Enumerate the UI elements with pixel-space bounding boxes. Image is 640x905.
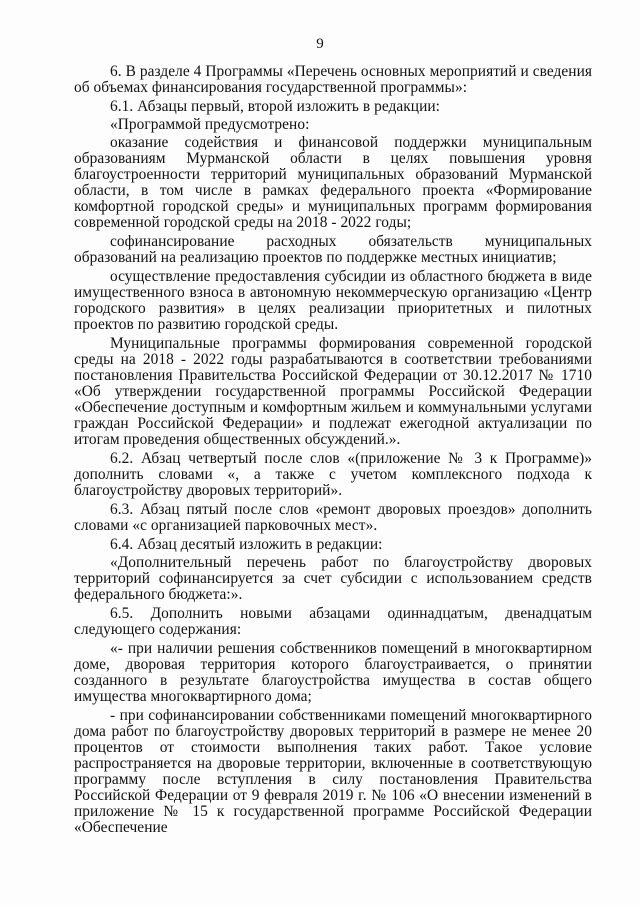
- paragraph-municipal-programs: Муниципальные программы формирования современной городской среды на 2018 - 2022 годы разрабатываются в соответствии требованиями постановления Правительства Российской Федерации от 30.12.2017 № 1710 «Об утверждении государственной программы Российской Федерации «Обеспечение доступным и комфортным жильем и коммунальными услугами граждан Российской Федерации» и подлежат ежегодной актуализации по итогам проведения общественных обсуждений.».: [74, 335, 592, 448]
- paragraph-6-2: 6.2. Абзац четвертый после слов «(приложение № 3 к Программе)» дополнить словами «, а также с учетом комплексного подхода к благоустройству дворовых территорий».: [74, 450, 592, 499]
- paragraph-program-provides: «Программой предусмотрено:: [110, 116, 310, 133]
- paragraph-6-4: 6.4. Абзац десятый изложить в редакции:: [110, 536, 383, 553]
- paragraph-subsidy: осуществление предоставления субсидии из областного бюджета в виде имущественного взноса в автономную некоммерческую организацию «Центр городского развития» в целях реализации приоритетных и пилотных проектов по развитию городской среды.: [74, 268, 592, 333]
- paragraph-section-6: 6. В разделе 4 Программы «Перечень основных мероприятий и сведения об объемах финансирования государственной программы»:: [74, 63, 592, 96]
- paragraph-owners-cofinancing: - при софинансировании собственниками помещений многоквартирного дома работ по благоустройству дворовых территорий в размере не менее 20 процентов от стоимости выполнения таких работ. Такое условие распространяется на дворовые территории, включенные в соответствующую программу после вступления в силу постановления Правительства Российской Федерации от 9 февраля 2019 г. № 106 «О внесении изменений в приложение № 15 к государственной программе Российской Федерации «Обеспечение: [74, 707, 592, 836]
- paragraph-additional-list: «Дополнительный перечень работ по благоустройству дворовых территорий софинансируется за счет субсидии с использованием средств федерального бюджета:».: [74, 554, 592, 603]
- paragraph-6-5: 6.5. Дополнить новыми абзацами одиннадцатым, двенадцатым следующего содержания:: [74, 605, 592, 638]
- paragraph-assistance: оказание содействия и финансовой поддержки муниципальным образованиям Мурманской области в целях повышения уровня благоустроенности территорий муниципальных образований Мурманской области, в том числе в рамках федерального проекта «Формирование комфортной городской среды» и муниципальных программ формирования современной городской среды на 2018 - 2022 годы;: [74, 134, 592, 231]
- paragraph-cofinancing: софинансирование расходных обязательств муниципальных образований на реализацию проектов по поддержке местных инициатив;: [74, 233, 592, 266]
- paragraph-owners-decision: «- при наличии решения собственников помещений в многоквартирном доме, дворовая территория которого благоустраивается, о принятии созданного в результате благоустройства имущества в состав общего имущества многоквартирного дома;: [74, 640, 592, 705]
- paragraph-6-1: 6.1. Абзацы первый, второй изложить в редакции:: [110, 98, 440, 115]
- paragraph-6-3: 6.3. Абзац пятый после слов «ремонт дворовых проездов» дополнить словами «с организацией парковочных мест».: [74, 501, 592, 534]
- page-number: 9: [316, 36, 324, 52]
- document-body: [74, 64, 592, 839]
